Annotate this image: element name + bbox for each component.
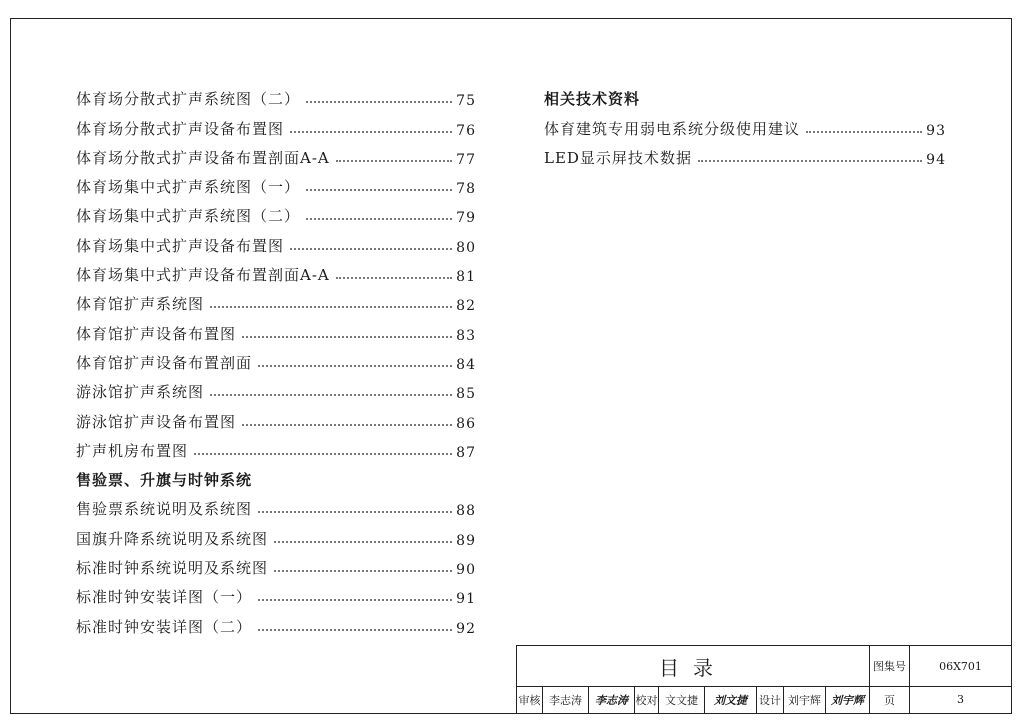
toc-entry[interactable]	[76, 109, 476, 138]
toc-entry[interactable]	[76, 197, 476, 226]
toc-entry-page: 94	[926, 151, 946, 168]
dot-leader	[210, 305, 452, 308]
title-block	[516, 645, 1012, 714]
dot-leader	[306, 217, 452, 220]
toc-entry-title: 体育馆扩声设备布置图	[76, 324, 237, 343]
toc-entry-title: LED显示屏技术数据	[544, 148, 692, 167]
toc-entry-page: 86	[456, 415, 476, 432]
toc-entry[interactable]	[544, 109, 946, 138]
dot-leader	[290, 130, 452, 133]
dot-leader	[698, 159, 922, 162]
toc-entry[interactable]	[76, 578, 476, 607]
toc-entry-title: 扩声机房布置图	[76, 441, 189, 460]
dot-leader	[242, 335, 452, 338]
toc-entry-title: 标准时钟安装详图（二）	[76, 617, 253, 636]
toc-entry-page: 76	[456, 122, 476, 139]
toc-right-column	[544, 80, 946, 168]
toc-entry-title: 体育场集中式扩声设备布置图	[76, 236, 285, 255]
toc-entry-title: 体育场分散式扩声系统图（二）	[76, 90, 301, 109]
toc-entry-page: 89	[456, 532, 476, 549]
toc-entry[interactable]	[76, 226, 476, 255]
toc-entry[interactable]	[76, 80, 476, 109]
checker-signature: 刘文捷	[705, 686, 757, 713]
toc-entry-page: 84	[456, 356, 476, 373]
review-label: 审核	[517, 686, 543, 713]
atlas-no-label: 图集号	[870, 646, 910, 686]
toc-entry-page: 93	[926, 122, 946, 139]
toc-entry-title: 游泳馆扩声设备布置图	[76, 412, 237, 431]
designer-name: 刘宇辉	[784, 686, 826, 713]
toc-entry-title: 体育场集中式扩声系统图（二）	[76, 207, 301, 226]
toc-section-heading: 售验票、升旗与时钟系统	[76, 471, 253, 490]
toc-entry-page: 82	[456, 298, 476, 315]
dot-leader	[806, 130, 922, 133]
page-number: 3	[957, 693, 964, 706]
dot-leader	[274, 569, 452, 572]
toc-entry-page: 87	[456, 444, 476, 461]
dot-leader	[274, 540, 452, 543]
dot-leader	[210, 393, 452, 396]
check-label: 校对	[635, 686, 659, 713]
toc-entry[interactable]	[76, 373, 476, 402]
toc-entry-page: 75	[456, 93, 476, 110]
toc-entry-page: 91	[456, 591, 476, 608]
toc-entry-page: 92	[456, 620, 476, 637]
dot-leader	[306, 100, 452, 103]
toc-entry-title: 体育场集中式扩声系统图（一）	[76, 178, 301, 197]
toc-entry-title: 体育建筑专用弱电系统分级使用建议	[544, 119, 801, 138]
toc-entry-page: 88	[456, 503, 476, 520]
designer-signature: 刘宇辉	[826, 686, 870, 713]
toc-entry-title: 标准时钟安装详图（一）	[76, 588, 253, 607]
toc-entry-page: 85	[456, 386, 476, 403]
dot-leader	[258, 628, 452, 631]
reviewer-name: 李志涛	[543, 686, 589, 713]
dot-leader	[258, 364, 452, 367]
toc-entry-title: 标准时钟系统说明及系统图	[76, 559, 269, 578]
page-label: 页	[870, 686, 910, 713]
toc-entry[interactable]	[76, 168, 476, 197]
toc-entry[interactable]	[76, 256, 476, 285]
toc-entry-page: 81	[456, 269, 476, 286]
toc-entry-title: 售验票系统说明及系统图	[76, 500, 253, 519]
reviewer-signature: 李志涛	[589, 686, 635, 713]
toc-entry-title: 体育场集中式扩声设备布置剖面A-A	[76, 266, 330, 285]
toc-left-column	[76, 80, 476, 637]
dot-leader	[336, 276, 452, 279]
toc-entry-title: 体育馆扩声设备布置剖面	[76, 353, 253, 372]
dot-leader	[258, 510, 452, 513]
toc-entry-page: 80	[456, 239, 476, 256]
toc-entry-title: 体育馆扩声系统图	[76, 295, 205, 314]
toc-entry[interactable]	[76, 432, 476, 461]
dot-leader	[336, 159, 452, 162]
toc-entry[interactable]	[76, 314, 476, 343]
toc-entry-page: 77	[456, 151, 476, 168]
toc-entry-page: 90	[456, 562, 476, 579]
dot-leader	[258, 598, 452, 601]
toc-entry[interactable]	[76, 344, 476, 373]
dot-leader	[306, 188, 452, 191]
design-label: 设计	[757, 686, 784, 713]
toc-entry[interactable]	[76, 402, 476, 431]
dot-leader	[194, 452, 452, 455]
toc-entry-title: 游泳馆扩声系统图	[76, 383, 205, 402]
toc-entry[interactable]	[544, 139, 946, 168]
toc-section-heading: 相关技术资料	[544, 90, 641, 109]
toc-entry-page: 83	[456, 327, 476, 344]
toc-entry[interactable]	[76, 519, 476, 548]
toc-entry-page: 78	[456, 181, 476, 198]
toc-entry[interactable]	[76, 490, 476, 519]
toc-entry[interactable]	[76, 607, 476, 636]
toc-entry-title: 体育场分散式扩声设备布置图	[76, 119, 285, 138]
toc-entry-page: 79	[456, 210, 476, 227]
toc-entry-title: 体育场分散式扩声设备布置剖面A-A	[76, 148, 330, 167]
toc-entry[interactable]	[76, 285, 476, 314]
dot-leader	[242, 423, 452, 426]
title-cell	[517, 646, 870, 686]
atlas-no: 06X701	[939, 659, 982, 673]
toc-entry[interactable]	[76, 549, 476, 578]
dot-leader	[290, 247, 452, 250]
drawing-title: 目录	[659, 655, 727, 680]
toc-entry[interactable]	[76, 139, 476, 168]
toc-entry-title: 国旗升降系统说明及系统图	[76, 529, 269, 548]
checker-name: 文文捷	[659, 686, 705, 713]
